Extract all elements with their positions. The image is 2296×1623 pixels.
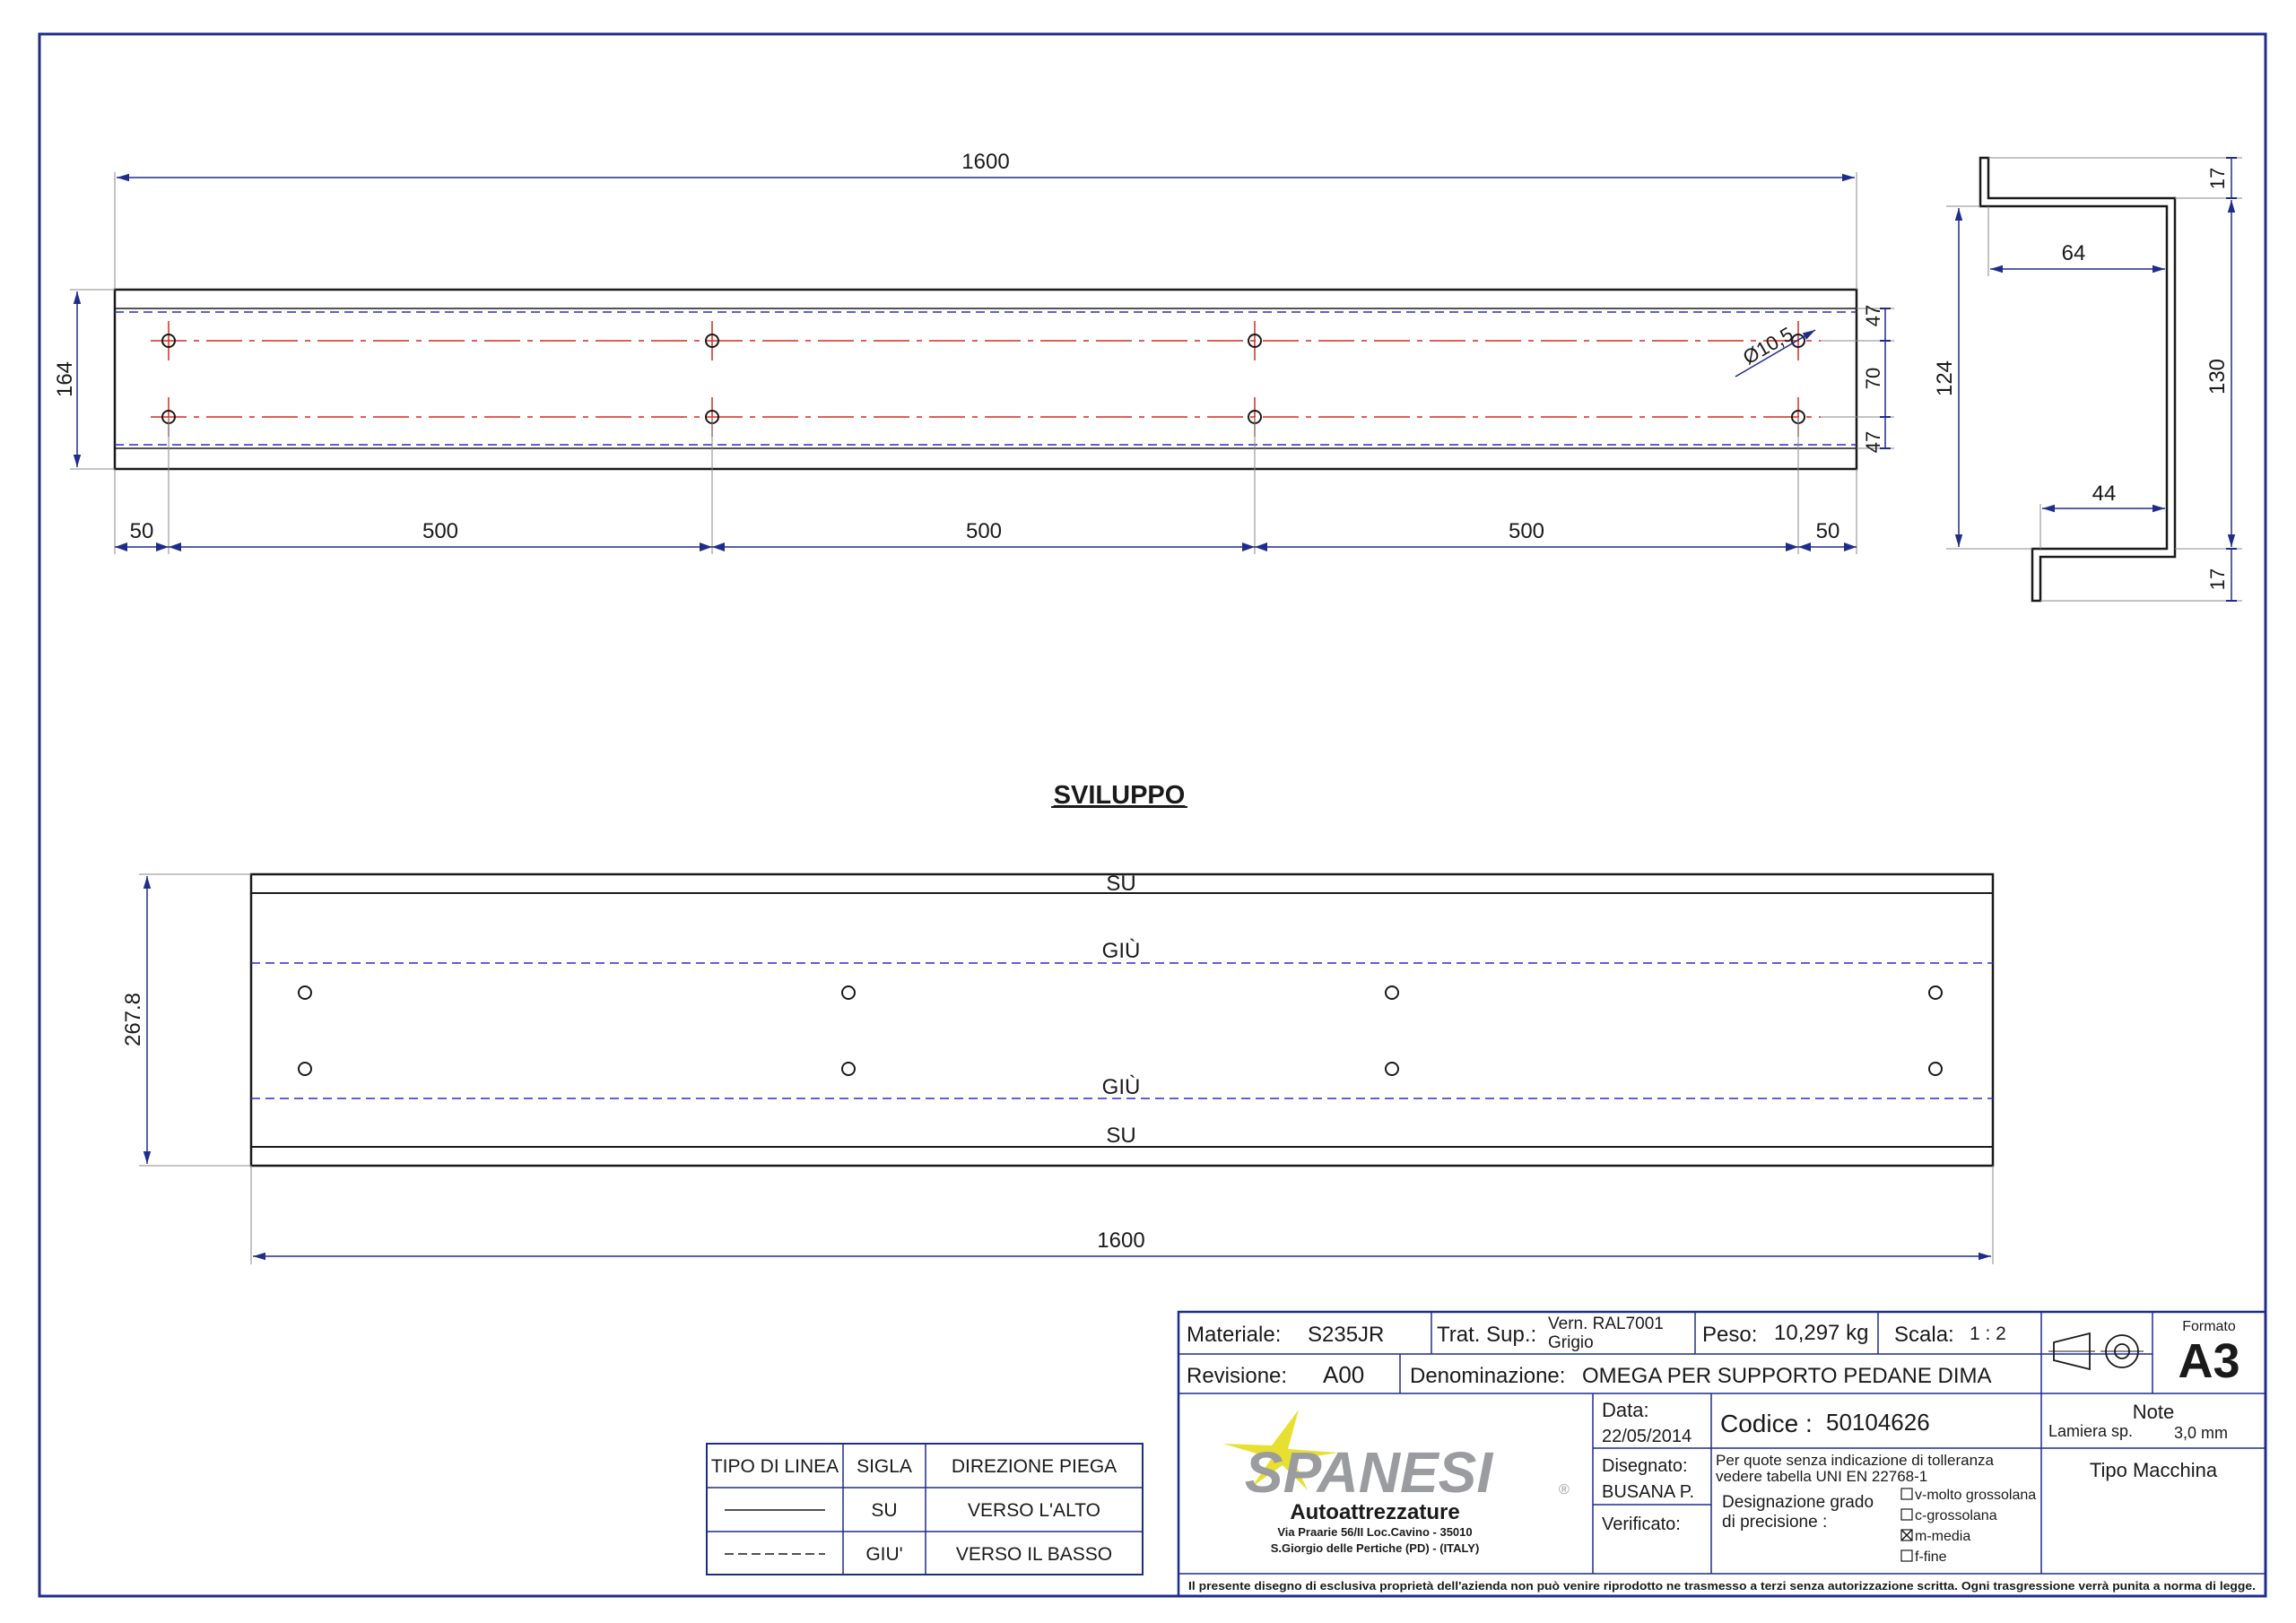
lamiera-label: Lamiera sp. bbox=[2048, 1422, 2134, 1440]
dim-right-47-bottom: 47 bbox=[1862, 430, 1884, 454]
checkbox bbox=[1901, 1509, 1912, 1520]
projection-symbol-icon bbox=[2048, 1333, 2144, 1369]
dim-right-47-top: 47 bbox=[1862, 304, 1884, 327]
precision-option: f-fine bbox=[1915, 1549, 1947, 1565]
denominazione-value: OMEGA PER SUPPORTO PEDANE DIMA bbox=[1582, 1364, 1992, 1388]
trat-label: Trat. Sup.: bbox=[1437, 1323, 1537, 1347]
hole bbox=[842, 986, 855, 999]
hole bbox=[842, 1063, 855, 1075]
side-view bbox=[1933, 158, 2242, 601]
disclaimer: Il presente disegno di esclusiva proprietà dell'azienda non può venire riprodotto ne trasmesso a terzi senza autorizzazione scritta. Ogni trasgressione verrà punita a norma di legge. bbox=[1188, 1579, 2256, 1593]
dim-bottom-50-right: 50 bbox=[1815, 519, 1840, 543]
data-label: Data: bbox=[1602, 1399, 1649, 1421]
formato-value: A3 bbox=[2178, 1334, 2240, 1388]
legend-sigla-su: SU bbox=[871, 1500, 898, 1521]
disegnato-value: BUSANA P. bbox=[1602, 1482, 1695, 1502]
legend-header-tipo: TIPO DI LINEA bbox=[710, 1456, 839, 1477]
legend-direzione-alto: VERSO L'ALTO bbox=[968, 1500, 1100, 1521]
designazione-line2: di precisione : bbox=[1722, 1513, 1828, 1532]
designazione-line1: Designazione grado bbox=[1722, 1493, 1874, 1512]
label-su-bottom: SU bbox=[1106, 1124, 1136, 1148]
plate-outline bbox=[115, 290, 1857, 469]
peso-value: 10,297 kg bbox=[1774, 1321, 1869, 1345]
trat-line2: Grigio bbox=[1548, 1333, 1594, 1352]
hole bbox=[1929, 1063, 1942, 1075]
precision-option: v-molto grossolana bbox=[1915, 1488, 2037, 1503]
dim-length-top: 1600 bbox=[961, 150, 1010, 174]
development-view bbox=[121, 781, 1993, 1264]
codice-label: Codice : bbox=[1720, 1410, 1813, 1437]
company-logo bbox=[1223, 1410, 1570, 1555]
dim-bottom-500-1: 500 bbox=[422, 519, 459, 543]
legend-table bbox=[707, 1444, 1143, 1575]
label-su-top: SU bbox=[1106, 872, 1136, 896]
legend-sigla-giu: GIU' bbox=[865, 1544, 903, 1565]
top-view bbox=[53, 150, 1894, 554]
sheet-border bbox=[39, 34, 2266, 1596]
dim-web-bottom: 44 bbox=[2092, 482, 2117, 506]
label-giu-top: GIÙ bbox=[1101, 939, 1141, 963]
lamiera-value: 3,0 mm bbox=[2174, 1424, 2229, 1442]
hole bbox=[1386, 986, 1398, 999]
checkbox bbox=[1901, 1488, 1912, 1499]
revisione-label: Revisione: bbox=[1187, 1364, 1288, 1388]
tipo-macchina-label: Tipo Macchina bbox=[2089, 1459, 2218, 1481]
verificato-label: Verificato: bbox=[1602, 1515, 1681, 1534]
data-value: 22/05/2014 bbox=[1602, 1427, 1692, 1446]
legend-header-sigla: SIGLA bbox=[857, 1456, 912, 1477]
dim-bottom-500-3: 500 bbox=[1508, 519, 1545, 543]
registered-icon: ® bbox=[1559, 1482, 1570, 1497]
scala-label: Scala: bbox=[1894, 1323, 1954, 1347]
company-addr1: Via Praarie 56/II Loc.Cavino - 35010 bbox=[1277, 1525, 1473, 1539]
company-name: SPANESI bbox=[1244, 1440, 1493, 1505]
dim-height-top: 164 bbox=[53, 360, 77, 398]
materiale-value: S235JR bbox=[1308, 1323, 1385, 1347]
hole bbox=[299, 986, 311, 999]
dim-flange-top: 17 bbox=[2206, 167, 2229, 190]
materiale-label: Materiale: bbox=[1187, 1323, 1282, 1347]
tolleranza-line1: Per quote senza indicazione di tolleranza bbox=[1716, 1452, 1994, 1469]
precision-options bbox=[1901, 1488, 2036, 1565]
dim-inner-height: 124 bbox=[1933, 360, 1957, 397]
company-sub: Autoattrezzature bbox=[1290, 1500, 1460, 1524]
dim-flange-bottom: 17 bbox=[2206, 568, 2229, 591]
legend-direzione-basso: VERSO IL BASSO bbox=[955, 1544, 1113, 1565]
revisione-value: A00 bbox=[1323, 1361, 1365, 1388]
hole-diameter-label: Ø10,5 bbox=[1739, 322, 1797, 369]
dim-web-top: 64 bbox=[2061, 241, 2086, 265]
development-holes bbox=[299, 986, 1942, 1075]
scala-value: 1 : 2 bbox=[1970, 1324, 2006, 1344]
title-block bbox=[1178, 1312, 2266, 1596]
dim-development-length: 1600 bbox=[1097, 1228, 1145, 1253]
codice-value: 50104626 bbox=[1826, 1409, 1930, 1436]
hole bbox=[1386, 1063, 1398, 1075]
dim-development-height: 267.8 bbox=[121, 992, 145, 1047]
hole bbox=[299, 1063, 311, 1075]
dim-right-70: 70 bbox=[1862, 367, 1884, 390]
formato-label: Formato bbox=[2182, 1319, 2236, 1334]
company-addr2: S.Giorgio delle Pertiche (PD) - (ITALY) bbox=[1270, 1541, 1480, 1555]
dim-outer-height: 130 bbox=[2205, 358, 2230, 395]
precision-option: c-grossolana bbox=[1915, 1508, 1997, 1523]
development-outline bbox=[251, 874, 1993, 1166]
precision-option: m-media bbox=[1915, 1529, 1971, 1544]
label-giu-bottom: GIÙ bbox=[1101, 1075, 1141, 1099]
denominazione-label: Denominazione: bbox=[1410, 1364, 1566, 1388]
trat-line1: Vern. RAL7001 bbox=[1548, 1315, 1664, 1333]
checkbox bbox=[1901, 1550, 1912, 1561]
dim-bottom-500-2: 500 bbox=[965, 519, 1003, 543]
dim-bottom-50-left: 50 bbox=[129, 519, 154, 543]
z-profile bbox=[1980, 158, 2175, 601]
top-holes bbox=[162, 321, 1805, 437]
checkbox-checked-icon bbox=[1901, 1530, 1912, 1541]
development-title: SVILUPPO bbox=[1053, 781, 1186, 810]
legend-header-direzione: DIREZIONE PIEGA bbox=[951, 1456, 1118, 1477]
tolleranza-line2: vedere tabella UNI EN 22768-1 bbox=[1716, 1468, 1928, 1485]
hole bbox=[1929, 986, 1942, 999]
note-label: Note bbox=[2132, 1401, 2175, 1423]
disegnato-label: Disegnato: bbox=[1602, 1456, 1688, 1476]
peso-label: Peso: bbox=[1702, 1323, 1758, 1347]
